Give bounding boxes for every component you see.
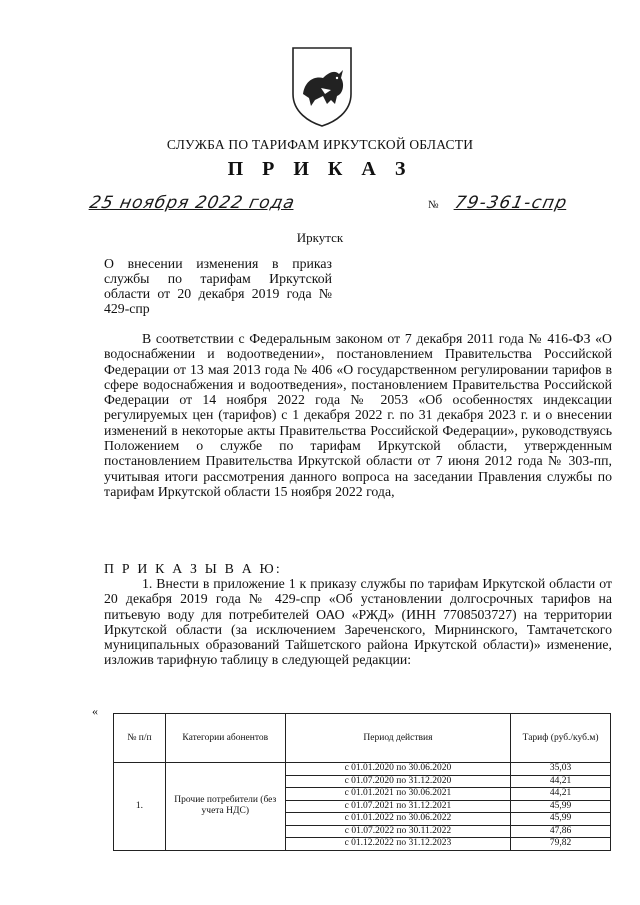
- handwritten-order-number: 79-361-спр: [452, 193, 570, 213]
- tariff-cell: 47,86: [511, 825, 611, 838]
- order-word: П Р И К А З Ы В А Ю:: [104, 561, 282, 576]
- preamble-paragraph: В соответствии с Федеральным законом от 7 декабря 2011 года № 416-ФЗ «О водоснабжении и водоотведении», постановлением Правительства Российской Федерации от 13 мая 2013 года № 406 «О государственном регулировании тарифов в сфере водоснабжения и водоотведения», постановлением Правительства Российской Федерации от 14 ноября 2022 года № 2053 «Об особенностях индексации регулируемых цен (тарифов) с 1 декабря 2022 г. по 31 декабря 2023 г. и о внесении изменений в некоторые акты Правительства Российской Федерации», руководствуясь Положением о службе по тарифам Иркутской области, утвержденным постановлением Правительства Иркутской области от 7 июня 2012 года № 303-пп, учитывая итоги рассмотрения данного вопроса на заседании Правления службы по тарифам Иркутской области 15 ноября 2022 года,: [104, 331, 612, 499]
- table-open-quote: «: [92, 704, 98, 718]
- document-title: П Р И К А З: [227, 158, 413, 180]
- header-num: № п/п: [114, 714, 166, 763]
- tariff-cell: 79,82: [511, 838, 611, 851]
- period-cell: с 01.07.2021 по 31.12.2021: [285, 800, 511, 813]
- order-subject: О внесении изменения в приказ службы по тарифам Иркутской области от 20 декабря 2019 года № 429-спр: [104, 256, 332, 316]
- table-header-row: [114, 714, 611, 763]
- group-num: 1.: [114, 763, 166, 851]
- tariff-cell: 45,99: [511, 800, 611, 813]
- period-cell: с 01.07.2022 по 30.11.2022: [285, 825, 511, 838]
- period-cell: с 01.12.2022 по 31.12.2023: [285, 838, 511, 851]
- period-cell: с 01.01.2022 по 30.06.2022: [285, 813, 511, 826]
- period-cell: с 01.07.2020 по 31.12.2020: [285, 775, 511, 788]
- coat-of-arms-icon: [289, 44, 355, 128]
- tariff-cell: 35,03: [511, 763, 611, 776]
- number-label: №: [428, 199, 439, 211]
- period-cell: с 01.01.2021 по 30.06.2021: [285, 788, 511, 801]
- table-row: [114, 763, 611, 776]
- organization-name: СЛУЖБА ПО ТАРИФАМ ИРКУТСКОЙ ОБЛАСТИ: [166, 137, 474, 152]
- handwritten-date: 25 ноября 2022 года: [87, 193, 297, 213]
- header-tariff: Тариф (руб./куб.м): [511, 714, 611, 763]
- tariff-cell: 44,21: [511, 788, 611, 801]
- tariff-cell: 44,21: [511, 775, 611, 788]
- city-name: Иркутск: [296, 230, 344, 245]
- tariff-cell: 45,99: [511, 813, 611, 826]
- tariff-table: [113, 713, 611, 851]
- order-item-1: 1. Внести в приложение 1 к приказу службы по тарифам Иркутской области от 20 декабря 2019 года № 429-спр «Об установлении долгосрочных тарифов на питьевую воду для потребителей ОАО «РЖД» (ИНН 7708503727) на территории Иркутской области (за исключением Зареченского, Мирнинского, Тамтачетского муниципальных образований Тайшетского района Иркутской области)» изменение, изложив тарифную таблицу в следующей редакции:: [104, 576, 612, 668]
- header-period: Период действия: [285, 714, 511, 763]
- group-category: Прочие потребители (без учета НДС): [165, 763, 285, 851]
- period-cell: с 01.01.2020 по 30.06.2020: [285, 763, 511, 776]
- header-category: Категории абонентов: [165, 714, 285, 763]
